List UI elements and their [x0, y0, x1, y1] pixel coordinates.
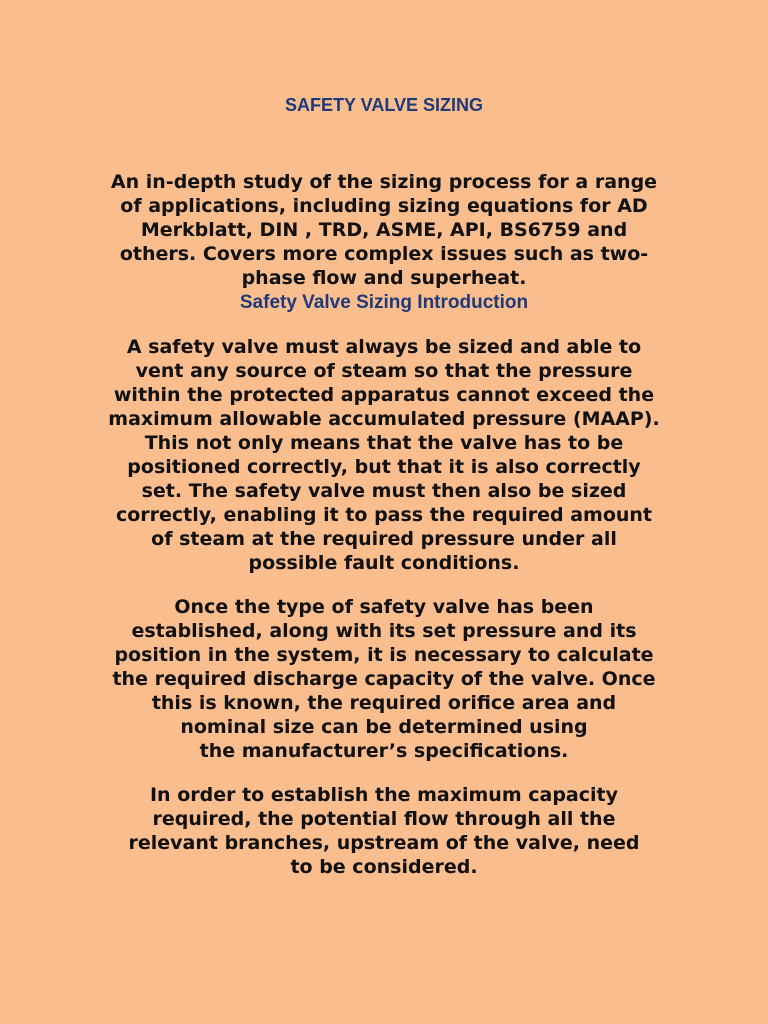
- intro-line: Merkblatt, DIN , TRD, ASME, API, BS6759 and: [140, 219, 628, 241]
- intro-line: others. Covers more complex issues such as two-: [119, 243, 649, 265]
- paragraph-line: established, along with its set pressure and its: [131, 620, 637, 642]
- paragraph-line: Once the type of safety valve has been: [174, 596, 594, 618]
- intro-paragraph: [84, 170, 684, 290]
- paragraph-line: the required discharge capacity of the valve. Once: [112, 668, 656, 690]
- body-paragraph-2: [84, 595, 684, 763]
- intro-line: phase flow and superheat.: [241, 267, 527, 289]
- paragraph-line: possible fault conditions.: [248, 552, 520, 574]
- paragraph-line: required, the potential flow through all the: [152, 808, 616, 830]
- paragraph-line: relevant branches, upstream of the valve, need: [128, 832, 640, 854]
- paragraph-line: nominal size can be determined using: [180, 716, 588, 738]
- intro-line: of applications, including sizing equations for AD: [120, 195, 648, 217]
- paragraph-line: vent any source of steam so that the pressure: [135, 360, 633, 382]
- body-paragraph-1: [84, 335, 684, 575]
- intro-line: An in-depth study of the sizing process for a range: [110, 171, 658, 193]
- paragraph-line: This not only means that the valve has to be: [144, 432, 624, 454]
- paragraph-line: within the protected apparatus cannot exceed the: [113, 384, 655, 406]
- paragraph-line: of steam at the required pressure under all: [151, 528, 617, 550]
- paragraph-line: the manufacturer’s specifications.: [199, 740, 569, 762]
- page-title: SAFETY VALVE SIZING: [284, 95, 484, 115]
- paragraph-line: this is known, the required orifice area and: [151, 692, 617, 714]
- section-heading: Safety Valve Sizing Introduction: [239, 292, 529, 313]
- paragraph-line: to be considered.: [290, 856, 478, 878]
- body-paragraph-3: [84, 783, 684, 879]
- paragraph-line: correctly, enabling it to pass the required amount: [115, 504, 653, 526]
- paragraph-line: maximum allowable accumulated pressure (MAAP).: [108, 408, 660, 430]
- paragraph-line: positioned correctly, but that it is also correctly: [127, 456, 641, 478]
- paragraph-line: In order to establish the maximum capacity: [149, 784, 618, 806]
- paragraph-line: A safety valve must always be sized and able to: [126, 336, 642, 358]
- paragraph-line: position in the system, it is necessary to calculate: [114, 644, 654, 666]
- paragraph-line: set. The safety valve must then also be sized: [141, 480, 627, 502]
